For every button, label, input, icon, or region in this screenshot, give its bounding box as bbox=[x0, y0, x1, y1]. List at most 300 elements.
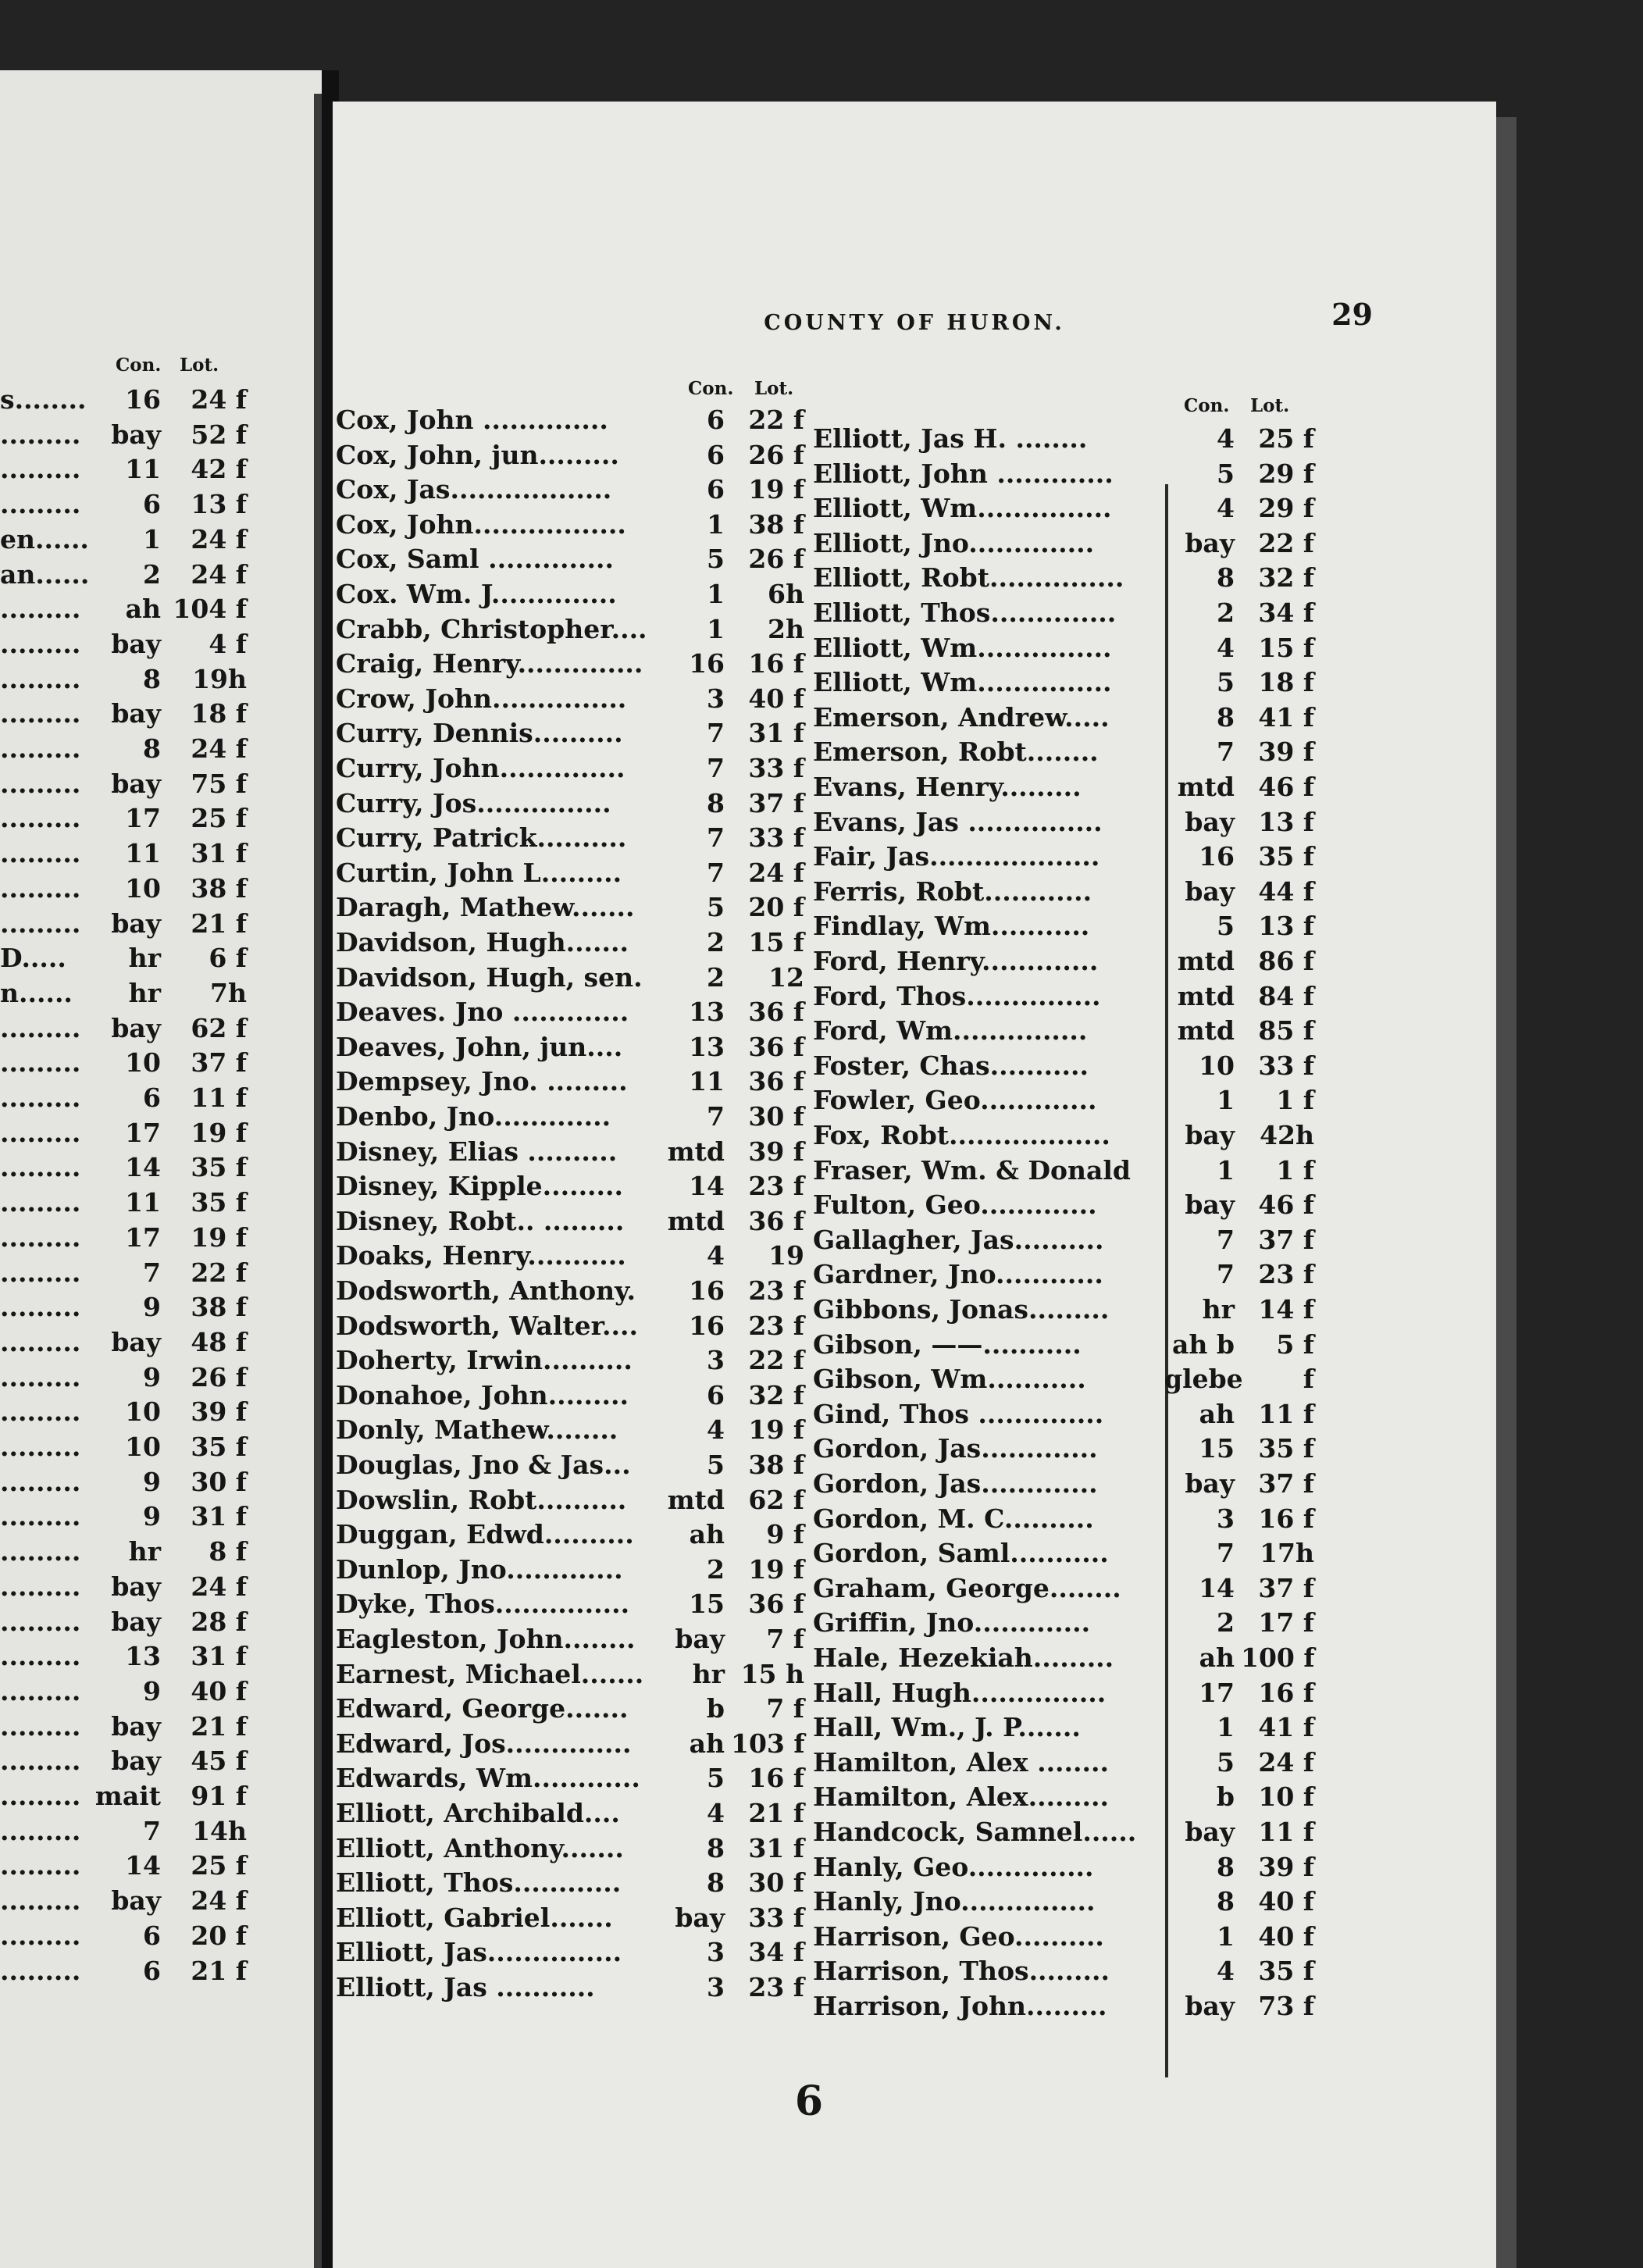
entry-name: ......... bbox=[0, 908, 81, 939]
entry-name: Disney, Kipple......... bbox=[336, 1171, 624, 1202]
entry-name: ......... bbox=[0, 1396, 81, 1428]
entry-con: 6 bbox=[707, 1379, 725, 1410]
col-a-lot-header: Lot. bbox=[754, 378, 794, 399]
entry-con: mtd bbox=[667, 1484, 725, 1515]
entry-name: Donahoe, John......... bbox=[336, 1379, 629, 1410]
entry-name: Gardner, Jno............ bbox=[813, 1259, 1103, 1290]
list-item bbox=[0, 1954, 322, 1988]
entry-con: 11 bbox=[125, 454, 161, 485]
entry-con: 7 bbox=[1217, 1224, 1235, 1255]
list-item bbox=[813, 735, 1320, 769]
list-item bbox=[0, 1849, 322, 1883]
entry-con: 16 bbox=[689, 1275, 725, 1306]
list-item bbox=[336, 542, 812, 576]
entry-name: an...... bbox=[0, 558, 90, 590]
entry-con: 8 bbox=[143, 733, 161, 764]
entry-name: ......... bbox=[0, 1047, 81, 1079]
list-item bbox=[813, 701, 1320, 735]
entry-name: Gordon, M. C.......... bbox=[813, 1503, 1094, 1534]
list-item bbox=[0, 1186, 322, 1220]
col-a-con-header: Con. bbox=[688, 378, 734, 399]
list-item bbox=[336, 1831, 812, 1866]
column-a bbox=[336, 403, 812, 2043]
entry-lot: 37 f bbox=[1258, 1572, 1314, 1603]
entry-name: Dyke, Thos............... bbox=[336, 1589, 630, 1620]
entry-lot: 42h bbox=[1260, 1120, 1314, 1150]
entry-con: hr bbox=[692, 1658, 725, 1689]
entry-lot: 42 f bbox=[191, 454, 247, 485]
list-item bbox=[813, 422, 1320, 456]
entry-name: Crabb, Christopher.... bbox=[336, 613, 647, 644]
list-item bbox=[0, 1465, 322, 1500]
entry-lot: 38 f bbox=[191, 872, 247, 904]
list-item bbox=[336, 856, 812, 890]
list-item bbox=[0, 1919, 322, 1953]
entry-con: mtd bbox=[667, 1136, 725, 1167]
entry-con: 2 bbox=[707, 961, 725, 993]
entry-name: ......... bbox=[0, 1326, 81, 1357]
list-item bbox=[336, 925, 812, 960]
entry-name: Deaves, John, jun.... bbox=[336, 1031, 623, 1062]
entry-con: ah bbox=[1199, 1398, 1235, 1429]
entry-con: 7 bbox=[707, 718, 725, 749]
entry-name: ......... bbox=[0, 1221, 81, 1253]
right-page-edge bbox=[1496, 117, 1516, 2268]
entry-lot: 7 f bbox=[766, 1624, 804, 1654]
entry-name: Dempsey, Jno. ......... bbox=[336, 1066, 628, 1097]
list-item bbox=[336, 508, 812, 542]
entry-con: 6 bbox=[143, 1082, 161, 1113]
entry-con: bay bbox=[675, 1624, 725, 1654]
entry-lot: 13 f bbox=[1258, 806, 1314, 837]
entry-con: 9 bbox=[143, 1501, 161, 1532]
entry-con: 7 bbox=[143, 1815, 161, 1846]
entry-con: mtd bbox=[1177, 1015, 1235, 1047]
entry-name: ......... bbox=[0, 1710, 81, 1742]
entry-name: ......... bbox=[0, 698, 81, 729]
entry-lot: 35 f bbox=[1258, 1433, 1314, 1464]
entry-name: Cox, John................. bbox=[336, 508, 626, 540]
entry-lot: 48 f bbox=[191, 1326, 247, 1357]
entry-lot: 23 f bbox=[748, 1972, 804, 2002]
entry-con: 14 bbox=[1199, 1572, 1235, 1603]
list-item bbox=[813, 1293, 1320, 1327]
list-item bbox=[336, 438, 812, 472]
entry-con: mtd bbox=[1177, 946, 1235, 976]
entry-name: ......... bbox=[0, 1641, 81, 1672]
list-item bbox=[336, 1169, 812, 1204]
list-item bbox=[0, 1814, 322, 1849]
list-item bbox=[0, 1395, 322, 1429]
list-item bbox=[0, 1500, 322, 1534]
list-item bbox=[336, 1100, 812, 1134]
entry-con: 8 bbox=[1217, 701, 1235, 733]
list-item bbox=[0, 941, 322, 975]
entry-con: 10 bbox=[125, 1047, 161, 1079]
entry-con: 14 bbox=[125, 1152, 161, 1183]
entry-name: ......... bbox=[0, 1571, 81, 1602]
entry-lot: 25 f bbox=[191, 803, 247, 834]
list-item bbox=[0, 1116, 322, 1150]
list-item bbox=[336, 1064, 812, 1099]
entry-lot: 35 f bbox=[1258, 841, 1314, 872]
list-item bbox=[336, 1866, 812, 1900]
entry-lot: 46 f bbox=[1258, 772, 1314, 802]
entry-name: Gordon, Saml........... bbox=[813, 1538, 1109, 1569]
entry-lot: 22 f bbox=[748, 405, 804, 435]
list-item bbox=[813, 1502, 1320, 1536]
entry-con: 8 bbox=[1217, 1886, 1235, 1917]
entry-con: 8 bbox=[143, 663, 161, 694]
entry-con: 4 bbox=[707, 1240, 725, 1271]
list-item bbox=[813, 1815, 1320, 1849]
entry-lot: 32 f bbox=[1258, 562, 1314, 594]
list-item bbox=[0, 1221, 322, 1255]
entry-con: bay bbox=[1185, 1468, 1235, 1499]
entry-lot: 15 h bbox=[740, 1658, 804, 1689]
list-item bbox=[813, 1118, 1320, 1153]
entry-lot: 23 f bbox=[748, 1310, 804, 1341]
list-item bbox=[813, 1328, 1320, 1362]
entry-con: 6 bbox=[707, 439, 725, 470]
list-item bbox=[336, 1622, 812, 1656]
entry-name: ......... bbox=[0, 733, 81, 764]
entry-name: Disney, Robt.. ......... bbox=[336, 1205, 625, 1236]
entry-name: Curry, Patrick.......... bbox=[336, 822, 627, 854]
entry-lot: 36 f bbox=[748, 1205, 804, 1236]
entry-name: Elliott, Robt............... bbox=[813, 562, 1124, 594]
entry-con: 16 bbox=[1199, 841, 1235, 872]
list-item bbox=[813, 909, 1320, 943]
entry-name: Elliott, Wm............... bbox=[813, 493, 1112, 524]
entry-name: Gordon, Jas............. bbox=[813, 1433, 1098, 1464]
entry-lot: 35 f bbox=[191, 1152, 247, 1183]
entry-name: ......... bbox=[0, 803, 81, 834]
entry-name: Handcock, Samnel...... bbox=[813, 1817, 1137, 1847]
entry-name: Edward, George....... bbox=[336, 1693, 629, 1724]
entry-lot: 24 f bbox=[191, 384, 247, 415]
entry-name: ......... bbox=[0, 1850, 81, 1881]
list-item bbox=[0, 1674, 322, 1709]
entry-name: ......... bbox=[0, 1920, 81, 1951]
entry-lot: 11 f bbox=[191, 1082, 247, 1113]
entry-name: ......... bbox=[0, 872, 81, 904]
entry-lot: 33 f bbox=[748, 822, 804, 854]
entry-lot: 52 f bbox=[191, 419, 247, 450]
entry-name: Denbo, Jno............. bbox=[336, 1101, 611, 1132]
entry-name: Harrison, John......... bbox=[813, 1991, 1107, 2021]
entry-lot: 34 f bbox=[748, 1937, 804, 1968]
entry-name: Evans, Jas ............... bbox=[813, 806, 1103, 837]
entry-name: Elliott, Jas ........... bbox=[336, 1972, 595, 2002]
list-item bbox=[0, 1256, 322, 1290]
entry-name: Harrison, Geo.......... bbox=[813, 1920, 1104, 1952]
list-item bbox=[813, 1571, 1320, 1606]
entry-name: Ford, Wm............... bbox=[813, 1015, 1088, 1047]
entry-name: Elliott, John ............. bbox=[813, 458, 1114, 489]
entry-name: s........ bbox=[0, 384, 87, 415]
entry-con: 17 bbox=[1199, 1677, 1235, 1708]
entry-lot: 24 f bbox=[191, 558, 247, 590]
entry-lot: 16 f bbox=[748, 648, 804, 679]
entry-name: ......... bbox=[0, 489, 81, 520]
list-item bbox=[336, 1935, 812, 1970]
list-item bbox=[0, 767, 322, 801]
entry-lot: 32 f bbox=[748, 1379, 804, 1410]
entry-lot: 26 f bbox=[748, 544, 804, 575]
entry-con: 17 bbox=[125, 1221, 161, 1253]
entry-con: 16 bbox=[125, 384, 161, 415]
entry-con: ah bbox=[125, 594, 161, 625]
list-item bbox=[813, 770, 1320, 804]
entry-con: 10 bbox=[125, 872, 161, 904]
entry-con: 6 bbox=[143, 1955, 161, 1986]
entry-con: b bbox=[1216, 1781, 1235, 1813]
entry-name: Douglas, Jno & Jas... bbox=[336, 1450, 631, 1480]
list-item bbox=[0, 1325, 322, 1360]
entry-con: 16 bbox=[689, 648, 725, 679]
entry-lot: 23 f bbox=[748, 1171, 804, 1202]
entry-name: Elliott, Wm............... bbox=[813, 667, 1112, 698]
entry-name: ......... bbox=[0, 1781, 81, 1811]
list-item bbox=[813, 1049, 1320, 1083]
entry-lot: 41 f bbox=[1258, 701, 1314, 733]
entry-name: ......... bbox=[0, 1955, 81, 1986]
entry-name: Gallagher, Jas.......... bbox=[813, 1224, 1104, 1255]
list-item bbox=[0, 872, 322, 906]
list-item bbox=[0, 697, 322, 731]
entry-lot: 38 f bbox=[191, 1292, 247, 1323]
entry-con: bay bbox=[111, 1571, 161, 1602]
entry-con: 4 bbox=[707, 1414, 725, 1446]
list-item bbox=[336, 577, 812, 612]
list-item bbox=[0, 1430, 322, 1464]
entry-name: Cox, Saml .............. bbox=[336, 544, 614, 575]
list-item bbox=[336, 716, 812, 751]
entry-name: ......... bbox=[0, 419, 81, 450]
entry-name: Evans, Henry......... bbox=[813, 772, 1082, 802]
entry-con: bay bbox=[111, 419, 161, 450]
list-item bbox=[813, 840, 1320, 874]
entry-name: ......... bbox=[0, 1675, 81, 1706]
entry-con: 10 bbox=[1199, 1050, 1235, 1081]
entry-lot: 40 f bbox=[1258, 1886, 1314, 1917]
entry-lot: 2h bbox=[768, 613, 804, 644]
list-item bbox=[813, 1154, 1320, 1188]
entry-con: 9 bbox=[143, 1361, 161, 1393]
entry-lot: 21 f bbox=[748, 1798, 804, 1828]
entry-con: 8 bbox=[1217, 1851, 1235, 1882]
list-item bbox=[813, 526, 1320, 561]
entry-lot: 39 f bbox=[1258, 1851, 1314, 1882]
list-item bbox=[336, 1204, 812, 1239]
entry-lot: 4 f bbox=[208, 628, 247, 659]
entry-lot: 11 f bbox=[1258, 1817, 1314, 1847]
entry-con: 16 bbox=[689, 1310, 725, 1341]
entry-name: Gibson, ——........... bbox=[813, 1328, 1082, 1360]
entry-name: ......... bbox=[0, 768, 81, 799]
entry-con: b bbox=[706, 1693, 725, 1724]
entry-name: ......... bbox=[0, 838, 81, 869]
list-item bbox=[336, 1517, 812, 1552]
entry-lot: 35 f bbox=[1258, 1956, 1314, 1987]
list-item bbox=[0, 1605, 322, 1639]
entry-lot: 30 f bbox=[748, 1101, 804, 1132]
entry-lot: 19h bbox=[192, 663, 247, 694]
entry-name: Gibson, Wm........... bbox=[813, 1364, 1086, 1395]
entry-con: 11 bbox=[125, 838, 161, 869]
list-item bbox=[0, 1779, 322, 1813]
entry-name: Elliott, Thos.............. bbox=[813, 597, 1117, 628]
entry-name: D..... bbox=[0, 943, 66, 974]
entry-name: Fox, Robt.................. bbox=[813, 1120, 1110, 1150]
list-item bbox=[0, 418, 322, 452]
list-item bbox=[813, 491, 1320, 526]
entry-con: 7 bbox=[707, 857, 725, 888]
entry-name: Fair, Jas................... bbox=[813, 841, 1100, 872]
entry-lot: 85 f bbox=[1258, 1015, 1314, 1047]
entry-con: bay bbox=[111, 1710, 161, 1742]
entry-lot: 21 f bbox=[191, 908, 247, 939]
list-item bbox=[813, 1467, 1320, 1501]
list-item bbox=[0, 558, 322, 592]
entry-name: ......... bbox=[0, 1746, 81, 1777]
entry-con: 8 bbox=[1217, 562, 1235, 594]
entry-con: 13 bbox=[689, 1031, 725, 1062]
entry-name: Hale, Hezekiah......... bbox=[813, 1642, 1114, 1673]
entry-lot: 33 f bbox=[748, 753, 804, 783]
list-item bbox=[336, 1483, 812, 1517]
list-item bbox=[813, 1083, 1320, 1118]
entry-lot: 19 f bbox=[748, 1414, 804, 1446]
entry-con: 8 bbox=[707, 1867, 725, 1899]
entry-con: 7 bbox=[1217, 1538, 1235, 1569]
entry-con: ah b bbox=[1172, 1328, 1235, 1360]
directory-page bbox=[333, 102, 1496, 2268]
entry-con: 7 bbox=[707, 753, 725, 783]
entry-con: 7 bbox=[707, 1101, 725, 1132]
entry-con: 14 bbox=[125, 1850, 161, 1881]
entry-name: Ford, Thos............... bbox=[813, 980, 1101, 1011]
entry-lot: 104 f bbox=[173, 594, 247, 625]
entry-name: ......... bbox=[0, 663, 81, 694]
entry-lot: 19 f bbox=[191, 1117, 247, 1148]
entry-lot: 38 f bbox=[748, 1450, 804, 1480]
entry-lot: 24 f bbox=[191, 733, 247, 764]
list-item bbox=[813, 1710, 1320, 1745]
entry-con: bay bbox=[1185, 875, 1235, 907]
entry-name: Hamilton, Alex......... bbox=[813, 1781, 1109, 1813]
column-b bbox=[813, 422, 1320, 2062]
list-item bbox=[336, 890, 812, 925]
page-title: COUNTY OF HURON. bbox=[764, 311, 1065, 335]
list-item bbox=[0, 1535, 322, 1569]
list-item bbox=[336, 1727, 812, 1761]
entry-con: 17 bbox=[125, 803, 161, 834]
entry-name: Dodsworth, Anthony. bbox=[336, 1275, 636, 1306]
list-item bbox=[813, 457, 1320, 491]
entry-name: Cox, John, jun......... bbox=[336, 439, 619, 470]
entry-lot: 15 f bbox=[748, 927, 804, 957]
list-item bbox=[813, 805, 1320, 840]
entry-name: Ferris, Robt............ bbox=[813, 875, 1092, 907]
entry-lot: 39 f bbox=[1258, 736, 1314, 768]
entry-lot: 7 f bbox=[766, 1693, 804, 1724]
entry-name: Griffin, Jno............. bbox=[813, 1607, 1091, 1639]
entry-lot: 37 f bbox=[1258, 1468, 1314, 1499]
list-item bbox=[813, 944, 1320, 979]
entry-lot: 36 f bbox=[748, 1066, 804, 1097]
entry-con: 17 bbox=[125, 1117, 161, 1148]
entry-lot: 30 f bbox=[191, 1466, 247, 1497]
list-item bbox=[813, 1188, 1320, 1222]
list-item bbox=[0, 1639, 322, 1674]
entry-con: 5 bbox=[1217, 911, 1235, 942]
entry-lot: 17 f bbox=[1258, 1607, 1314, 1639]
entry-lot: 19 f bbox=[748, 1553, 804, 1585]
entry-con: 7 bbox=[707, 822, 725, 854]
list-item bbox=[336, 1796, 812, 1831]
list-item bbox=[336, 403, 812, 437]
entry-lot: 18 f bbox=[1258, 667, 1314, 698]
entry-con: 4 bbox=[1217, 493, 1235, 524]
entry-lot: 21 f bbox=[191, 1955, 247, 1986]
entry-lot: 20 f bbox=[748, 892, 804, 923]
entry-name: Elliott, Jno.............. bbox=[813, 527, 1095, 558]
entry-name: Fulton, Geo............. bbox=[813, 1189, 1097, 1221]
entry-name: Davidson, Hugh....... bbox=[336, 927, 629, 957]
entry-name: Elliott, Archibald.... bbox=[336, 1798, 620, 1828]
entry-con: 4 bbox=[1217, 632, 1235, 663]
list-item bbox=[0, 1744, 322, 1778]
entry-name: ......... bbox=[0, 1432, 81, 1462]
col-b-lot-header: Lot. bbox=[1250, 395, 1290, 416]
entry-name: Curtin, John L......... bbox=[336, 857, 622, 888]
entry-name: Dodsworth, Walter.... bbox=[336, 1310, 638, 1341]
list-item bbox=[813, 1746, 1320, 1780]
entry-lot: 24 f bbox=[748, 857, 804, 888]
list-item bbox=[0, 627, 322, 662]
entry-con: ah bbox=[1199, 1642, 1235, 1673]
entry-lot: 35 f bbox=[191, 1432, 247, 1462]
list-item bbox=[336, 1378, 812, 1413]
list-item bbox=[0, 592, 322, 626]
entry-con: 5 bbox=[707, 892, 725, 923]
list-item bbox=[336, 751, 812, 786]
list-item bbox=[0, 383, 322, 417]
entry-name: Hall, Wm., J. P....... bbox=[813, 1712, 1081, 1743]
entry-name: Hamilton, Alex ........ bbox=[813, 1746, 1109, 1778]
list-item bbox=[336, 682, 812, 716]
entry-con: 4 bbox=[1217, 1956, 1235, 1987]
entry-lot: 41 f bbox=[1258, 1712, 1314, 1743]
entry-name: Fraser, Wm. & Donald bbox=[813, 1154, 1132, 1186]
entry-lot: 31 f bbox=[191, 838, 247, 869]
list-item bbox=[0, 1081, 322, 1115]
entry-con: 4 bbox=[707, 1798, 725, 1828]
list-item bbox=[0, 662, 322, 697]
list-item bbox=[0, 1290, 322, 1325]
entry-name: ......... bbox=[0, 1187, 81, 1218]
list-item bbox=[813, 1014, 1320, 1048]
entry-lot: 46 f bbox=[1258, 1189, 1314, 1221]
entry-name: Earnest, Michael....... bbox=[336, 1658, 644, 1689]
entry-con: 1 bbox=[143, 523, 161, 555]
entry-name: Gordon, Jas............. bbox=[813, 1468, 1098, 1499]
list-item bbox=[0, 452, 322, 487]
list-item bbox=[813, 1397, 1320, 1432]
entry-lot: 33 f bbox=[748, 1902, 804, 1933]
